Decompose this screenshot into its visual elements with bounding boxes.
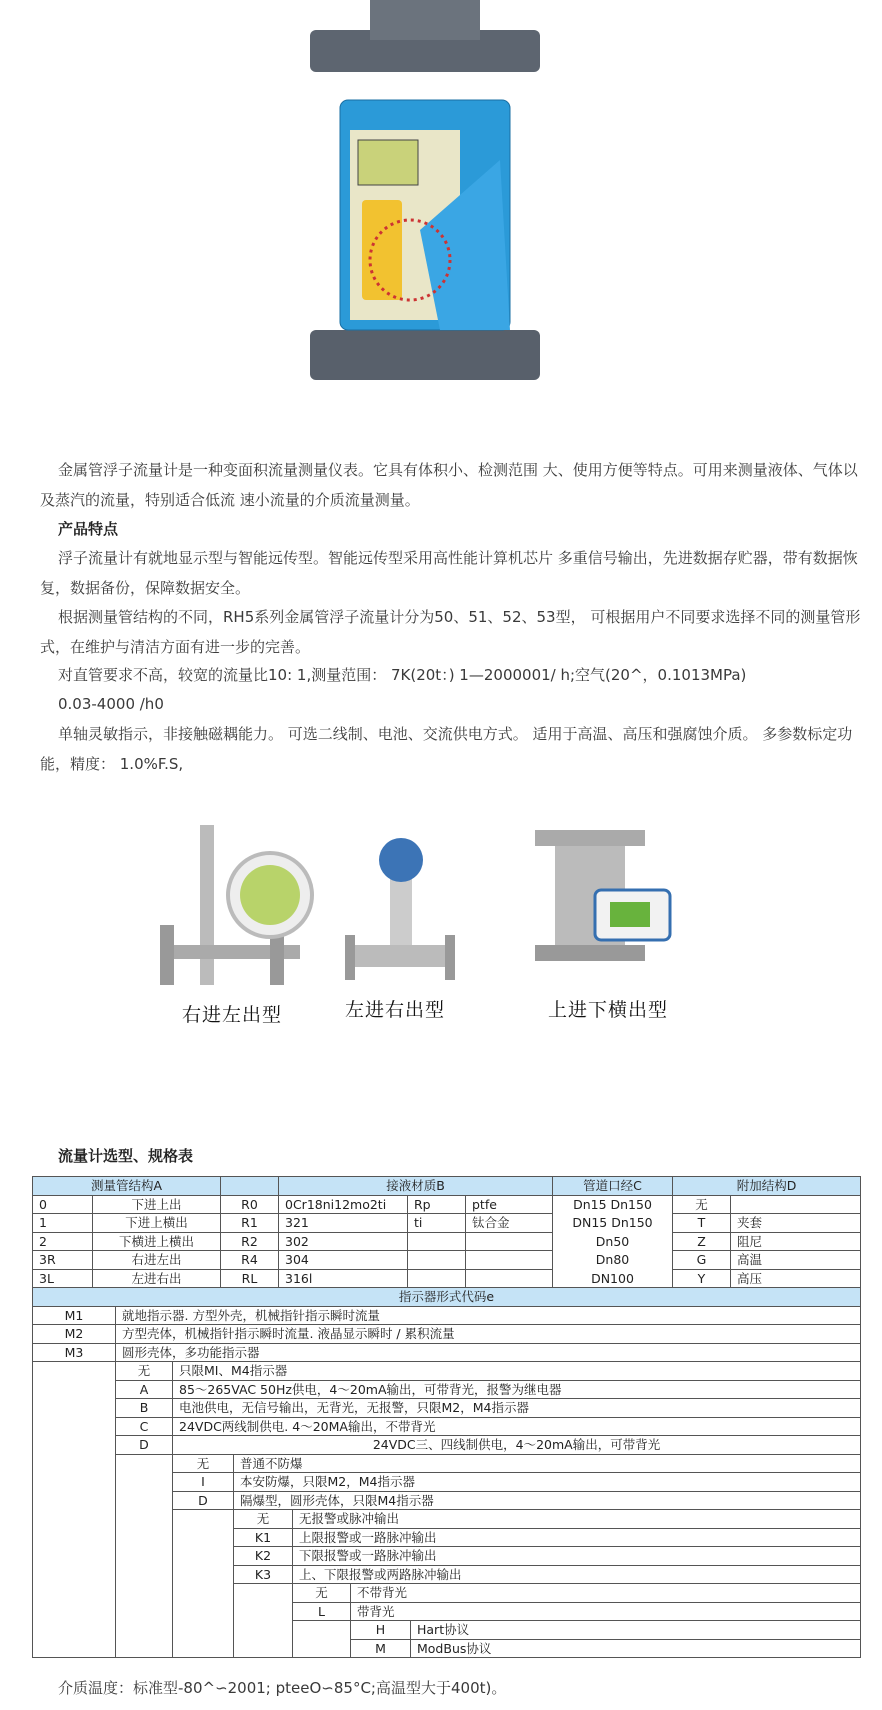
- table-cell: 无报警或脉冲输出: [293, 1510, 861, 1529]
- table-cell: K2: [234, 1547, 293, 1566]
- table-cell: R1: [221, 1214, 279, 1233]
- table-cell: G: [673, 1251, 731, 1270]
- table-cell: RL: [221, 1269, 279, 1288]
- table-cell: ModBus协议: [411, 1639, 861, 1658]
- table-cell: 3L: [33, 1269, 93, 1288]
- table-cell: 带背光: [351, 1602, 861, 1621]
- table-cell: [731, 1195, 861, 1214]
- table-cell: C: [116, 1417, 173, 1436]
- table-cell: 上限报警或一路脉冲输出: [293, 1528, 861, 1547]
- spec-table-top: [32, 1176, 861, 1288]
- table-cell: 下限报警或一路脉冲输出: [293, 1547, 861, 1566]
- table-cell: 3R: [33, 1251, 93, 1270]
- table-cell: 下横进上横出: [93, 1232, 221, 1251]
- table-cell: 无: [234, 1510, 293, 1529]
- feature-paragraph: 0.03-4000 /h0: [58, 695, 164, 713]
- product-image-top-in-side-out: [530, 830, 680, 970]
- table-cell: T: [673, 1214, 731, 1233]
- table-row: [33, 1454, 861, 1473]
- table-cell: Dn15 Dn150: [553, 1195, 673, 1214]
- table-cell: D: [173, 1491, 234, 1510]
- header-empty: [221, 1177, 279, 1196]
- product-image-right-in-left-out: [160, 825, 320, 995]
- table-cell: A: [116, 1380, 173, 1399]
- table-row: [33, 1325, 861, 1344]
- table-cell: 无: [293, 1584, 351, 1603]
- table-cell: 钛合金: [466, 1214, 553, 1233]
- table-cell: 隔爆型，圆形壳体，只限M4指示器: [234, 1491, 861, 1510]
- table-cell: DN100: [553, 1269, 673, 1288]
- table-row: [33, 1306, 861, 1325]
- header-indicator-e: 指示器形式代码e: [33, 1288, 861, 1307]
- table-row: [33, 1195, 861, 1214]
- table-cell: H: [351, 1621, 411, 1640]
- table-cell: 就地指示器. 方型外壳，机械指针指示瞬时流量: [116, 1306, 861, 1325]
- table-cell: 高温: [731, 1251, 861, 1270]
- table-cell: K3: [234, 1565, 293, 1584]
- table-cell: 0Cr18ni12mo2ti: [279, 1195, 408, 1214]
- flowmeter-main-image: [300, 0, 570, 400]
- table-row: [33, 1343, 861, 1362]
- table-cell: Z: [673, 1232, 731, 1251]
- table-cell: 下进上横出: [93, 1214, 221, 1233]
- table-cell: Rp: [408, 1195, 466, 1214]
- table-cell: M1: [33, 1306, 116, 1325]
- product-caption: 左进右出型: [345, 999, 446, 1021]
- table-cell: Hart协议: [411, 1621, 861, 1640]
- footer-note: 介质温度：标准型-80^∽2001; pteeO∽85°C;高温型大于400t)。: [58, 1679, 507, 1697]
- table-cell: [466, 1251, 553, 1270]
- table-cell: R2: [221, 1232, 279, 1251]
- table-cell: 右进左出: [93, 1251, 221, 1270]
- table-cell: ptfe: [466, 1195, 553, 1214]
- product-image-left-in-right-out: [345, 835, 455, 995]
- table-cell: L: [293, 1602, 351, 1621]
- table-cell: Dn80: [553, 1251, 673, 1270]
- table-cell: 无: [673, 1195, 731, 1214]
- table-cell: M2: [33, 1325, 116, 1344]
- blank-cell: [173, 1510, 234, 1658]
- table-cell: DN15 Dn150: [553, 1214, 673, 1233]
- table-cell: 无: [173, 1454, 234, 1473]
- table-cell: 321: [279, 1214, 408, 1233]
- table-row: [33, 1436, 861, 1455]
- table-cell: 本安防爆，只限M2，M4指示器: [234, 1473, 861, 1492]
- table-cell: 2: [33, 1232, 93, 1251]
- table-cell: 普通不防爆: [234, 1454, 861, 1473]
- feature-paragraph: 根据测量管结构的不同，RH5系列金属管浮子流量计分为50、51、52、53型， 可根据用户不同要求选择不同的测量管形式，在维护与清洁方面有进一步的完善。: [40, 608, 861, 656]
- table-cell: [408, 1251, 466, 1270]
- table-cell: 302: [279, 1232, 408, 1251]
- table-row: [33, 1362, 861, 1381]
- table-cell: M: [351, 1639, 411, 1658]
- table-cell: I: [173, 1473, 234, 1492]
- table-cell: R4: [221, 1251, 279, 1270]
- feature-paragraph: 浮子流量计有就地显示型与智能远传型。智能远传型采用高性能计算机芯片 多重信号输出，先进数据存贮器，带有数据恢复，数据备份，保障数据安全。: [40, 549, 858, 597]
- table-cell: 电池供电，无信号输出，无背光，无报警，只限M2，M4指示器: [173, 1399, 861, 1418]
- spec-table-indicator: [32, 1287, 861, 1658]
- table-title: 流量计选型、规格表: [58, 1147, 194, 1165]
- table-row: [33, 1269, 861, 1288]
- table-cell: 上、下限报警或两路脉冲输出: [293, 1565, 861, 1584]
- table-row: [33, 1214, 861, 1233]
- blank-cell: [116, 1454, 173, 1658]
- table-cell: 夹套: [731, 1214, 861, 1233]
- table-cell: 316l: [279, 1269, 408, 1288]
- table-cell: 下进上出: [93, 1195, 221, 1214]
- table-cell: [466, 1232, 553, 1251]
- table-cell: 阻尼: [731, 1232, 861, 1251]
- table-cell: Dn50: [553, 1232, 673, 1251]
- blank-cell: [234, 1584, 293, 1658]
- table-row: [33, 1417, 861, 1436]
- table-cell: 无: [116, 1362, 173, 1381]
- features-heading: 产品特点: [58, 520, 119, 538]
- product-caption: 上进下横出型: [548, 999, 669, 1021]
- table-cell: [408, 1269, 466, 1288]
- blank-cell: [293, 1621, 351, 1658]
- header-material-b: 接液材质B: [279, 1177, 553, 1196]
- table-cell: 左进右出: [93, 1269, 221, 1288]
- header-structure-a: 测量管结构A: [33, 1177, 221, 1196]
- table-cell: 方型壳体，机械指针指示瞬时流量. 液晶显示瞬时 / 累积流量: [116, 1325, 861, 1344]
- header-diameter-c: 管道口经C: [553, 1177, 673, 1196]
- table-cell: K1: [234, 1528, 293, 1547]
- table-row: [33, 1399, 861, 1418]
- table-cell: Y: [673, 1269, 731, 1288]
- table-cell: 85～265VAC 50Hz供电，4～20mA输出，可带背光，报警为继电器: [173, 1380, 861, 1399]
- feature-paragraph: 对直管要求不高，较宽的流量比10: 1,测量范围： 7K(20t：) 1—2000001/ h;空气(20^，0.1013MPa): [58, 666, 747, 684]
- table-row: [33, 1380, 861, 1399]
- product-caption: 右进左出型: [182, 1004, 283, 1026]
- table-cell: [466, 1269, 553, 1288]
- table-cell: M3: [33, 1343, 116, 1362]
- table-cell: 24VDC三、四线制供电，4～20mA输出，可带背光: [173, 1436, 861, 1455]
- table-cell: [408, 1232, 466, 1251]
- table-cell: D: [116, 1436, 173, 1455]
- table-row: [33, 1251, 861, 1270]
- table-cell: 高压: [731, 1269, 861, 1288]
- table-cell: B: [116, 1399, 173, 1418]
- table-cell: 0: [33, 1195, 93, 1214]
- table-cell: 304: [279, 1251, 408, 1270]
- table-cell: ti: [408, 1214, 466, 1233]
- table-row: [33, 1232, 861, 1251]
- table-cell: R0: [221, 1195, 279, 1214]
- intro-paragraph: 金属管浮子流量计是一种变面积流量测量仪表。它具有体积小、检测范围 大、使用方便等特点。可用来测量液体、气体以及蒸汽的流量，特别适合低流 速小流量的介质流量测量。: [40, 461, 858, 509]
- feature-paragraph: 单轴灵敏指示，非接触磁耦能力。 可选二线制、电池、交流供电方式。 适用于高温、高压和强腐蚀介质。 多参数标定功能，精度： 1.0%F.S,: [40, 725, 853, 773]
- table-cell: 1: [33, 1214, 93, 1233]
- table-cell: 不带背光: [351, 1584, 861, 1603]
- table-cell: 只限MI、M4指示器: [173, 1362, 861, 1381]
- blank-cell: [33, 1362, 116, 1658]
- header-additional-d: 附加结构D: [673, 1177, 861, 1196]
- table-cell: 圆形壳体，多功能指示器: [116, 1343, 861, 1362]
- table-cell: 24VDC两线制供电. 4～20MA输出，不带背光: [173, 1417, 861, 1436]
